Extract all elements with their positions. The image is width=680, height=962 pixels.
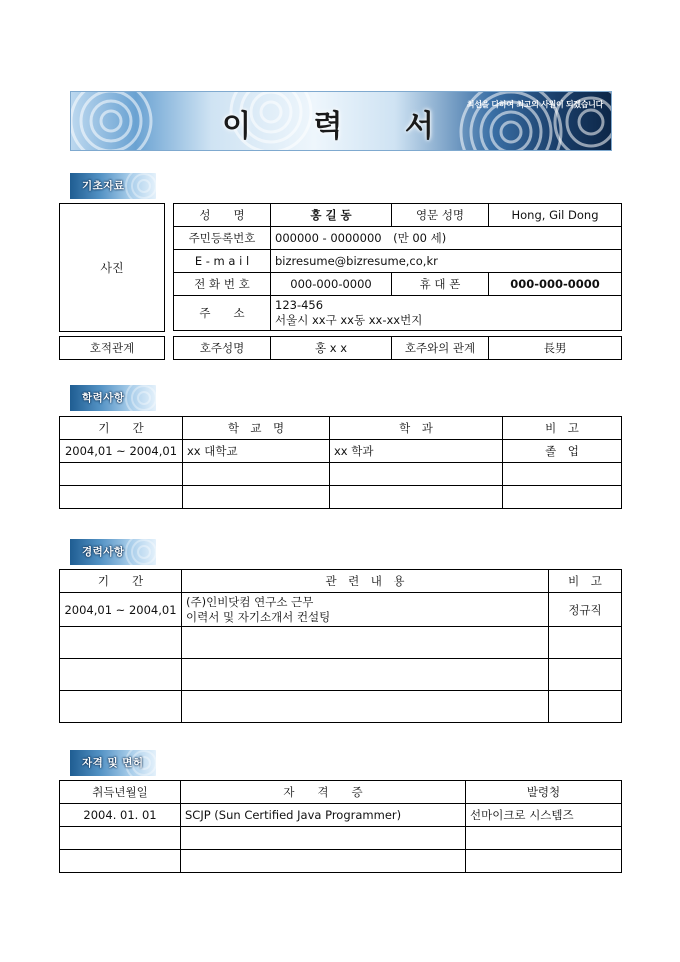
edu-header-major: 학 과	[330, 417, 503, 440]
eng-name-label: 영문 성명	[392, 204, 489, 227]
phone-label: 전 화 번 호	[174, 273, 271, 296]
career-header-content: 관 련 내 용	[182, 570, 549, 593]
career-content-line2: 이력서 및 자기소개서 컨설팅	[186, 609, 331, 624]
table-row	[60, 827, 622, 850]
table-row	[60, 463, 622, 486]
career-header-period: 기 간	[60, 570, 182, 593]
household-head-value: 홍 x x	[271, 337, 392, 360]
email-value: bizresume@bizresume,co,kr	[271, 250, 622, 273]
edu-header-school: 학 교 명	[183, 417, 330, 440]
license-table	[59, 780, 622, 873]
edu-header-period: 기 간	[60, 417, 183, 440]
banner-slogan: 최선을 다하여 최고의 사원이 되겠습니다	[466, 100, 603, 109]
id-value: 000000 - 0000000 (만 00 세)	[271, 227, 622, 250]
section-tab-license: 자격 및 면허	[70, 750, 156, 776]
career-content	[182, 593, 549, 627]
basic-info-table	[173, 203, 622, 331]
table-row	[60, 486, 622, 509]
career-period: 2004,01 ~ 2004,01	[60, 593, 182, 627]
eng-name-value: Hong, Gil Dong	[489, 204, 622, 227]
household-head-label: 호주성명	[174, 337, 271, 360]
license-header-date: 취득년월일	[60, 781, 181, 804]
table-row	[60, 593, 622, 627]
career-content-line1: (주)인비닷컴 연구소 근무	[186, 594, 314, 609]
career-header-note: 비 고	[549, 570, 622, 593]
address-line1: 123-456	[275, 298, 324, 312]
edu-major: xx 학과	[330, 440, 503, 463]
mobile-label: 휴 대 폰	[392, 273, 489, 296]
photo-placeholder	[59, 203, 165, 332]
family-label: 호적관계	[60, 337, 165, 360]
name-label: 성 명	[174, 204, 271, 227]
photo-label: 사진	[100, 261, 124, 275]
name-value: 홍 길 동	[271, 204, 392, 227]
address-label: 주 소	[174, 296, 271, 331]
license-date: 2004. 01. 01	[60, 804, 181, 827]
email-label: E - m a i l	[174, 250, 271, 273]
table-row	[60, 440, 622, 463]
id-label: 주민등록번호	[174, 227, 271, 250]
mobile-value: 000-000-0000	[489, 273, 622, 296]
relation-value: 長男	[489, 337, 622, 360]
career-table	[59, 569, 622, 723]
edu-note: 졸 업	[503, 440, 622, 463]
address-value	[271, 296, 622, 331]
section-tab-basic: 기초자료	[70, 173, 156, 199]
edu-school: xx 대학교	[183, 440, 330, 463]
phone-value: 000-000-0000	[271, 273, 392, 296]
edu-header-note: 비 고	[503, 417, 622, 440]
document-title: 이 력 서	[222, 109, 460, 144]
career-header-row	[60, 570, 622, 593]
address-line2: 서울시 xx구 xx동 xx-xx번지	[275, 313, 423, 327]
table-row	[60, 627, 622, 659]
title-banner	[70, 91, 612, 151]
section-tab-career: 경력사항	[70, 539, 156, 565]
table-row	[60, 691, 622, 723]
table-row	[60, 659, 622, 691]
table-row	[60, 804, 622, 827]
license-header-row	[60, 781, 622, 804]
career-note: 정규직	[549, 593, 622, 627]
table-row	[60, 850, 622, 873]
relation-label: 호주와의 관계	[392, 337, 489, 360]
family-label-table	[59, 336, 165, 360]
license-header-cert: 자 격 증	[181, 781, 466, 804]
license-header-issuer: 발령청	[466, 781, 622, 804]
section-tab-education: 학력사항	[70, 385, 156, 411]
license-cert: SCJP (Sun Certified Java Programmer)	[181, 804, 466, 827]
education-table	[59, 416, 622, 509]
license-issuer: 선마이크로 시스템즈	[466, 804, 622, 827]
edu-period: 2004,01 ~ 2004,01	[60, 440, 183, 463]
family-table	[173, 336, 622, 360]
education-header-row	[60, 417, 622, 440]
